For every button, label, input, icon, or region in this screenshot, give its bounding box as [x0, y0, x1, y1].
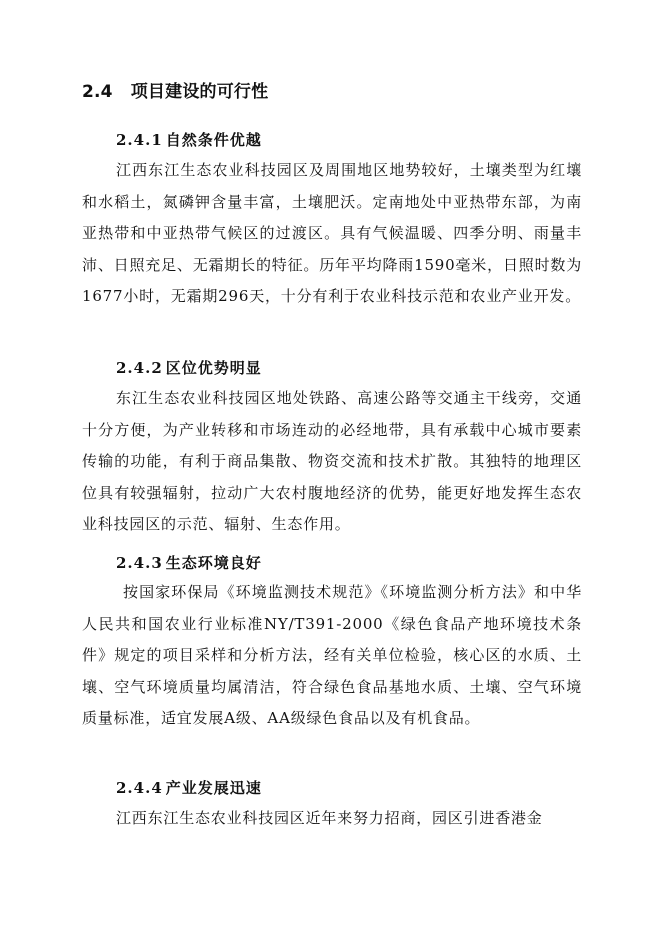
subsection-number: 2.4.3	[116, 554, 163, 572]
paragraph-natural-conditions: 江西东江生态农业科技园区及周围地区地势较好，土壤类型为红壤和水稻土，氮磷钾含量丰富，土壤肥沃。定南地处中亚热带东部，为南亚热带和中亚热带气候区的过渡区。具有气候温暖、四季分明、雨量丰沛、日照充足、无霜期长的特征。历年平均降雨1590毫米，日照时数为1677小时，无霜期296天，十分有利于农业科技示范和农业产业开发。	[82, 161, 582, 305]
subsection-title: 产业发展迅速	[165, 779, 262, 797]
subsection-title: 区位优势明显	[165, 359, 262, 377]
section-heading	[82, 77, 268, 102]
section-title-text: 项目建设的可行性	[130, 82, 269, 102]
subsection-title: 生态环境良好	[165, 554, 262, 572]
subsection-heading-2-4-4	[116, 777, 262, 798]
subsection-heading-2-4-1	[116, 129, 262, 150]
paragraph-location-advantage: 东江生态农业科技园区地处铁路、高速公路等交通主干线旁，交通十分方便，为产业转移和市场连动的必经地带，具有承载中心城市要素传输的功能，有利于商品集散、物资交流和技术扩散。其独特的地理区位具有较强辐射，拉动广大农村腹地经济的优势，能更好地发挥生态农业科技园区的示范、辐射、生态作用。	[82, 389, 582, 533]
subsection-heading-2-4-3	[116, 552, 262, 573]
paragraph-ecological-environment: 按国家环保局《环境监测技术规范》《环境监测分析方法》和中华人民共和国农业行业标准NY/T391-2000《绿色食品产地环境技术条件》规定的项目采样和分析方法，经有关单位检验，核心区的水质、土壤、空气环境质量均属清洁，符合绿色食品基地水质、土壤、空气环境质量标准，适宜发展A级、AA级绿色食品以及有机食品。	[82, 583, 582, 727]
subsection-number: 2.4.4	[116, 779, 163, 797]
subsection-heading-2-4-2	[116, 357, 262, 378]
section-number: 2.4	[82, 82, 113, 102]
subsection-number: 2.4.2	[116, 359, 163, 377]
paragraph-industry-development: 江西东江生态农业科技园区近年来努力招商，园区引进香港金	[116, 809, 543, 827]
subsection-number: 2.4.1	[116, 131, 163, 149]
subsection-title: 自然条件优越	[165, 131, 262, 149]
